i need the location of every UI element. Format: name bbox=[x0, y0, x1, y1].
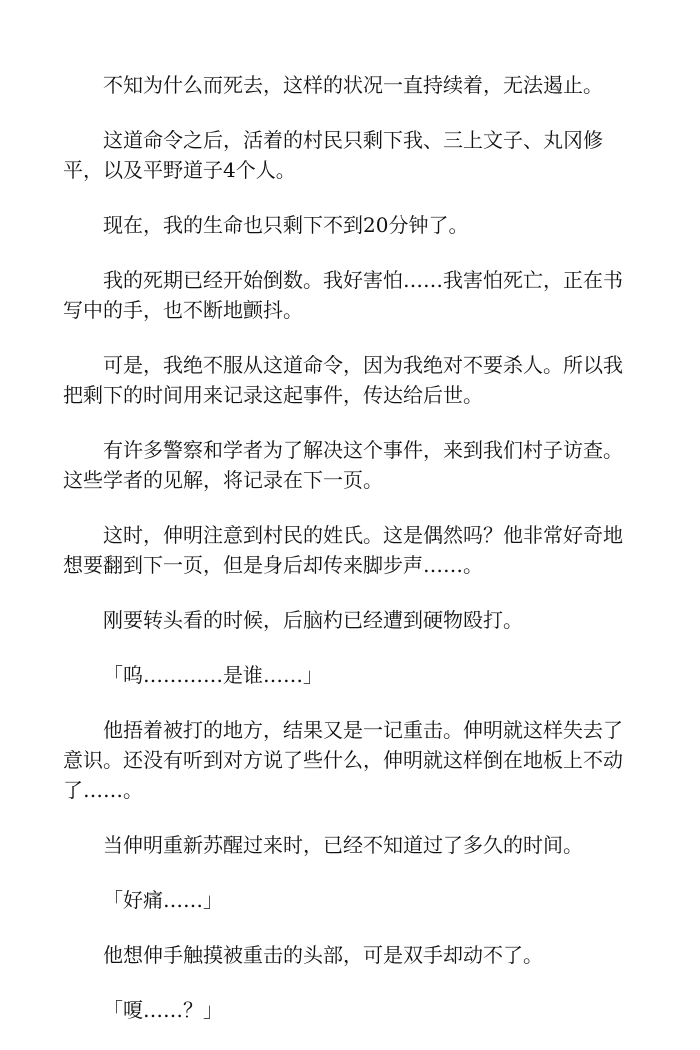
paragraph-10: 当伸明重新苏醒过来时，已经不知道过了多久的时间。 bbox=[103, 833, 583, 857]
paragraph-6: 有许多警察和学者为了解决这个事件，来到我们村子访查。这些学者的见解，将记录在下一页。 bbox=[63, 438, 623, 492]
paragraph-9: 他捂着被打的地方，结果又是一记重击。伸明就这样失去了意识。还没有听到对方说了些什么，伸明就这样倒在地板上不动了……。 bbox=[63, 718, 623, 802]
paragraph-1: 不知为什么而死去，这样的状况一直持续着，无法遏止。 bbox=[103, 73, 603, 97]
paragraph-2: 这道命令之后，活着的村民只剩下我、三上文子、丸冈修平，以及平野道子4个人。 bbox=[63, 128, 603, 182]
document-page bbox=[63, 70, 638, 1050]
paragraph-11: 他想伸手触摸被重击的头部，可是双手却动不了。 bbox=[103, 943, 543, 967]
dialogue-1: 「呜…………是谁……」 bbox=[103, 663, 323, 687]
paragraph-5: 可是，我绝不服从这道命令，因为我绝对不要杀人。所以我把剩下的时间用来记录这起事件，传达给后世。 bbox=[63, 353, 623, 407]
dialogue-2: 「好痛……」 bbox=[103, 888, 223, 912]
paragraph-7: 这时，伸明注意到村民的姓氏。这是偶然吗？他非常好奇地想要翻到下一页，但是身后却传来脚步声……。 bbox=[63, 523, 623, 577]
dialogue-3: 「嗄……？」 bbox=[103, 998, 223, 1022]
paragraph-8: 刚要转头看的时候，后脑杓已经遭到硬物殴打。 bbox=[103, 608, 523, 632]
paragraph-3: 现在，我的生命也只剩下不到20分钟了。 bbox=[103, 213, 469, 237]
paragraph-4: 我的死期已经开始倒数。我好害怕……我害怕死亡，正在书写中的手，也不断地颤抖。 bbox=[63, 268, 623, 322]
